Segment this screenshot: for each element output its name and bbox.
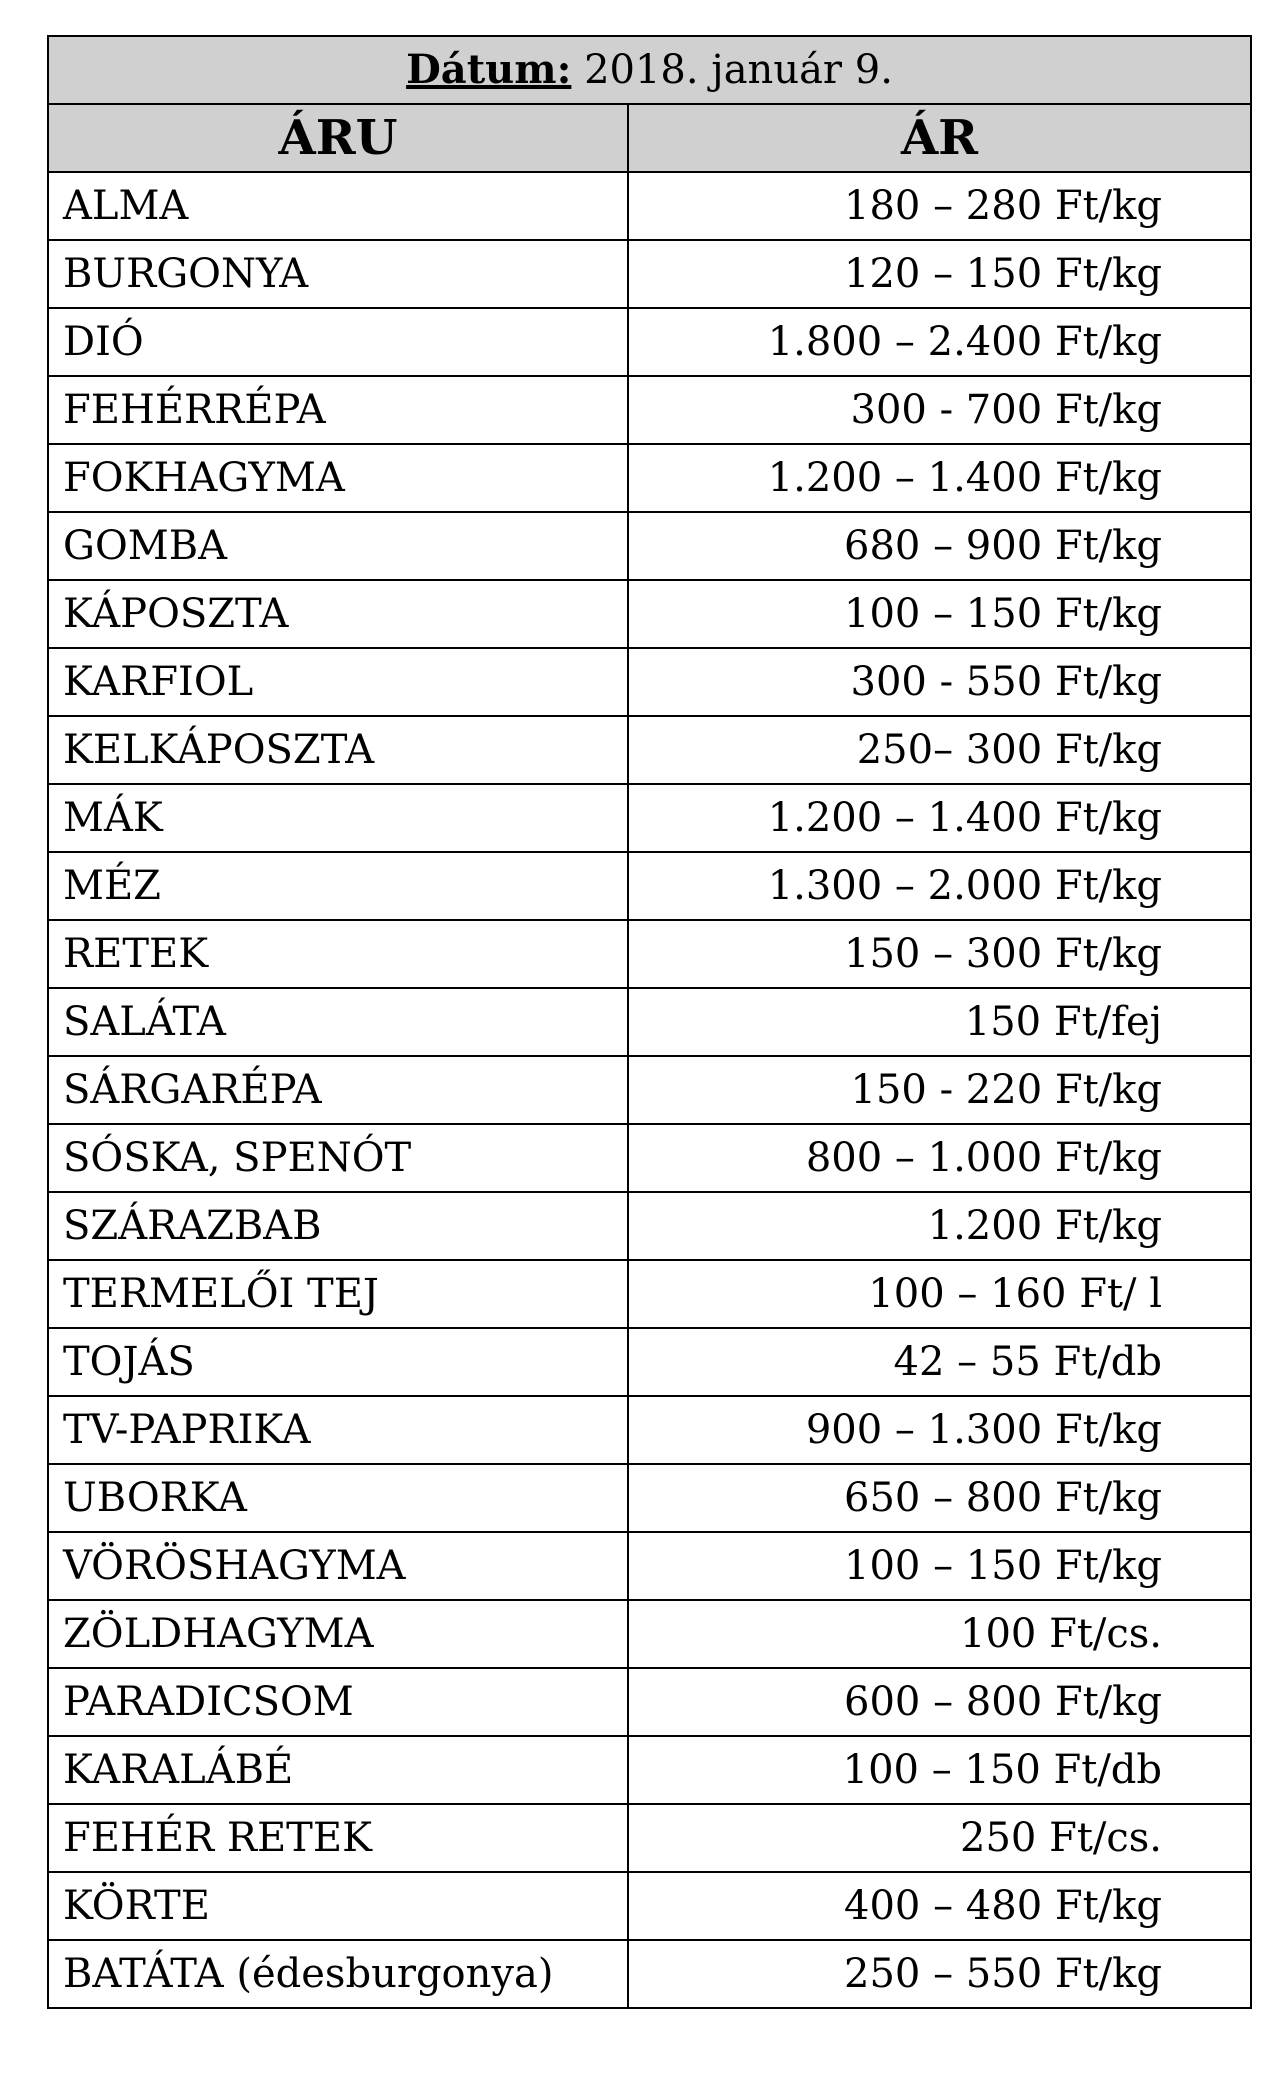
- table-row: [48, 512, 1251, 580]
- table-row: [48, 784, 1251, 852]
- item-name: PARADICSOM: [48, 1668, 628, 1736]
- item-price: 100 – 150 Ft/kg: [628, 580, 1251, 648]
- item-name: TOJÁS: [48, 1328, 628, 1396]
- item-name: FEHÉRRÉPA: [48, 376, 628, 444]
- table-row: [48, 1736, 1251, 1804]
- item-name: MÁK: [48, 784, 628, 852]
- table-row: [48, 240, 1251, 308]
- table-row: [48, 580, 1251, 648]
- item-name: UBORKA: [48, 1464, 628, 1532]
- table-row: [48, 988, 1251, 1056]
- item-price: 900 – 1.300 Ft/kg: [628, 1396, 1251, 1464]
- table-row: [48, 1192, 1251, 1260]
- price-table: [47, 35, 1252, 2009]
- item-name: KELKÁPOSZTA: [48, 716, 628, 784]
- item-price: 1.300 – 2.000 Ft/kg: [628, 852, 1251, 920]
- item-name: SÓSKA, SPENÓT: [48, 1124, 628, 1192]
- table-row: [48, 1056, 1251, 1124]
- date-cell: [48, 36, 1251, 104]
- item-name: TERMELŐI TEJ: [48, 1260, 628, 1328]
- table-row: [48, 852, 1251, 920]
- item-price: 150 – 300 Ft/kg: [628, 920, 1251, 988]
- item-price: 400 – 480 Ft/kg: [628, 1872, 1251, 1940]
- item-price: 250– 300 Ft/kg: [628, 716, 1251, 784]
- item-price: 300 - 550 Ft/kg: [628, 648, 1251, 716]
- item-name: KARFIOL: [48, 648, 628, 716]
- table-row: [48, 172, 1251, 240]
- item-name: BURGONYA: [48, 240, 628, 308]
- table-row: [48, 1464, 1251, 1532]
- table-row: [48, 1124, 1251, 1192]
- item-name: GOMBA: [48, 512, 628, 580]
- item-name: FOKHAGYMA: [48, 444, 628, 512]
- item-price: 800 – 1.000 Ft/kg: [628, 1124, 1251, 1192]
- item-price: 650 – 800 Ft/kg: [628, 1464, 1251, 1532]
- item-price: 100 – 160 Ft/ l: [628, 1260, 1251, 1328]
- table-row: [48, 308, 1251, 376]
- table-row: [48, 1872, 1251, 1940]
- item-name: ALMA: [48, 172, 628, 240]
- table-row: [48, 1804, 1251, 1872]
- date-row: [48, 36, 1251, 104]
- table-row: [48, 1600, 1251, 1668]
- item-price: 680 – 900 Ft/kg: [628, 512, 1251, 580]
- header-price: ÁR: [628, 104, 1251, 172]
- table-row: [48, 444, 1251, 512]
- table-body: [48, 172, 1251, 2008]
- table-row: [48, 716, 1251, 784]
- item-price: 600 – 800 Ft/kg: [628, 1668, 1251, 1736]
- item-price: 180 – 280 Ft/kg: [628, 172, 1251, 240]
- item-name: KÖRTE: [48, 1872, 628, 1940]
- item-name: DIÓ: [48, 308, 628, 376]
- header-item: ÁRU: [48, 104, 628, 172]
- item-name: ZÖLDHAGYMA: [48, 1600, 628, 1668]
- item-price: 100 – 150 Ft/db: [628, 1736, 1251, 1804]
- item-name: KÁPOSZTA: [48, 580, 628, 648]
- item-name: KARALÁBÉ: [48, 1736, 628, 1804]
- item-price: 250 Ft/cs.: [628, 1804, 1251, 1872]
- item-price: 120 – 150 Ft/kg: [628, 240, 1251, 308]
- item-name: SÁRGARÉPA: [48, 1056, 628, 1124]
- item-name: SALÁTA: [48, 988, 628, 1056]
- table-row: [48, 1940, 1251, 2008]
- header-row: [48, 104, 1251, 172]
- table-row: [48, 1260, 1251, 1328]
- item-price: 300 - 700 Ft/kg: [628, 376, 1251, 444]
- item-name: MÉZ: [48, 852, 628, 920]
- item-price: 100 – 150 Ft/kg: [628, 1532, 1251, 1600]
- item-price: 1.200 – 1.400 Ft/kg: [628, 784, 1251, 852]
- date-value: 2018. január 9.: [571, 47, 893, 93]
- item-name: RETEK: [48, 920, 628, 988]
- item-price: 150 - 220 Ft/kg: [628, 1056, 1251, 1124]
- item-price: 1.800 – 2.400 Ft/kg: [628, 308, 1251, 376]
- table-row: [48, 920, 1251, 988]
- item-name: VÖRÖSHAGYMA: [48, 1532, 628, 1600]
- item-price: 150 Ft/fej: [628, 988, 1251, 1056]
- item-price: 1.200 – 1.400 Ft/kg: [628, 444, 1251, 512]
- table-row: [48, 1532, 1251, 1600]
- table-row: [48, 1396, 1251, 1464]
- item-name: SZÁRAZBAB: [48, 1192, 628, 1260]
- item-price: 100 Ft/cs.: [628, 1600, 1251, 1668]
- table-row: [48, 648, 1251, 716]
- item-price: 1.200 Ft/kg: [628, 1192, 1251, 1260]
- date-label: Dátum:: [406, 46, 572, 93]
- table-row: [48, 1328, 1251, 1396]
- item-name: BATÁTA (édesburgonya): [48, 1940, 628, 2008]
- item-name: FEHÉR RETEK: [48, 1804, 628, 1872]
- item-name: TV-PAPRIKA: [48, 1396, 628, 1464]
- table-row: [48, 1668, 1251, 1736]
- item-price: 42 – 55 Ft/db: [628, 1328, 1251, 1396]
- table-row: [48, 376, 1251, 444]
- item-price: 250 – 550 Ft/kg: [628, 1940, 1251, 2008]
